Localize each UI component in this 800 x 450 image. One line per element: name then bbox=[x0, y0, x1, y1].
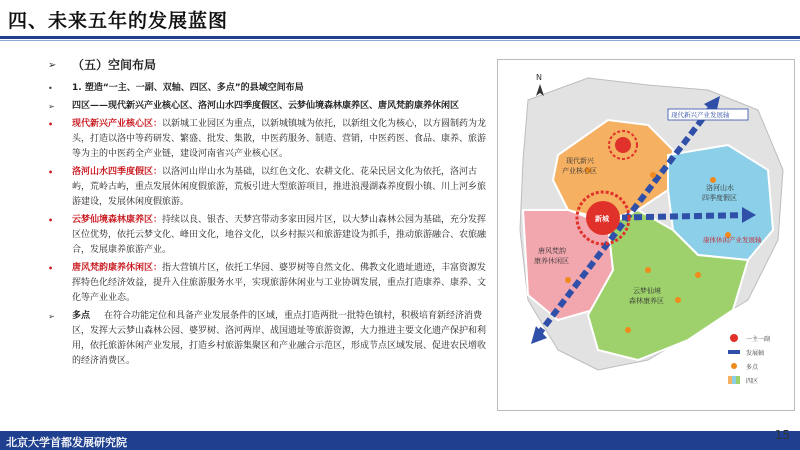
page-number: 15 bbox=[774, 428, 790, 442]
points-description: 在符合功能定位和具备产业发展条件的区域，重点打造两批一批特色镇村，积极培育新经济消费区，发挥大云梦山森林公园、婆罗树、洛河两岸、战国遗址等旅游资源，大力推进主要文化遗产保护和利用，依托旅游休闲产业发展，打造乡村旅游集聚区和产业融合示范区，形成节点区域发展、促进农民增收的经济消费区。 bbox=[72, 311, 487, 366]
zone-item bbox=[48, 213, 493, 258]
red-dot-bullet-icon: • bbox=[48, 168, 54, 177]
points-item bbox=[48, 309, 493, 369]
red-dot-bullet-icon: • bbox=[48, 264, 54, 273]
content-area bbox=[48, 58, 493, 372]
zone-item bbox=[48, 165, 493, 210]
title-divider bbox=[0, 36, 800, 39]
legend-zone-swatch bbox=[736, 376, 740, 384]
zone-name: 云梦仙境森林康养区： bbox=[72, 215, 163, 225]
page-title: 四、未来五年的发展蓝图 bbox=[8, 10, 229, 32]
river-zone-label-line2: 四季度假区 bbox=[702, 194, 737, 202]
point-pin-icon bbox=[565, 277, 571, 283]
county-map-svg bbox=[498, 60, 796, 412]
zone-name: 唐风梵韵康养休闲区： bbox=[72, 263, 163, 273]
layout-statement: 1. 塑造“一主、一副、双轴、四区、多点”的县域空间布局 bbox=[72, 83, 304, 93]
zone-description: 以洛河山岸山水为基础，以红色文化、农耕文化、花朵民居文化为依托，洛河古屿，荒岭古屿，重点发展休闲度假旅游，荒板引进大型旅游项目，推进浪漫湖森养度假小镇、川上河乡旅游建设，发展休闲度假旅游。 bbox=[72, 167, 487, 207]
legend-point-icon bbox=[731, 363, 737, 369]
zone-description: 指大营镇片区，依托工华园、婆罗树等自然文化、佛教文化遗址遗迹，丰富资源发挥特色化经济效益，提升入住旅游服务水平，实现旅游休闲业与工业协调发展，重点打造康养、康养、文化等产业业态。 bbox=[72, 263, 487, 303]
red-dot-bullet-icon: • bbox=[48, 216, 54, 225]
dot-bullet-icon: • bbox=[48, 84, 53, 93]
section-heading bbox=[48, 58, 493, 73]
legend-main-label: 一主一副 bbox=[746, 336, 771, 343]
river-zone-label-line1: 洛河山水 bbox=[706, 184, 734, 192]
point-pin-icon bbox=[645, 267, 651, 273]
zone-description: 以新城工业园区为重点，以新城镇城为依托，以新组文化为核心，以方圆制药为龙头，打造以洛中等药研发、繁盛、批发、集散，中医药服务、制造、营销，中医药医、食品、康养、旅游等为主的中医药全产业链，建设河南省兴产业核心区。 bbox=[72, 119, 487, 159]
footer-bar bbox=[0, 431, 800, 450]
north-label: N bbox=[536, 73, 542, 82]
legend-zone-swatch bbox=[732, 376, 736, 384]
right-axis-label: 康体休闲产业发展轴 bbox=[703, 236, 762, 244]
arrow-head-icon bbox=[531, 326, 547, 344]
tang-zone-label-line1: 唐风梵韵 bbox=[538, 247, 566, 255]
zone-description: 持续以良、银杏、天梦宫带动多家田园片区，以大梦山森林公园为基础，充分发挥区位优势，依托云梦文化、峰田文化，地谷文化，以乡村振兴和旅游建设为抓手，推动旅游融合、农旅融合，发展康养旅游产业。 bbox=[72, 215, 487, 255]
legend-axis-label: 发展轴 bbox=[746, 350, 765, 357]
point-pin-icon bbox=[675, 297, 681, 303]
point-pin-icon bbox=[710, 177, 716, 183]
title-divider-thin bbox=[0, 40, 800, 41]
spatial-layout-map bbox=[497, 59, 795, 411]
map-legend bbox=[728, 334, 770, 385]
organization-name: 北京大学首都发展研究院 bbox=[6, 436, 127, 449]
zone-name: 现代新兴产业核心区： bbox=[72, 119, 163, 129]
arrow-bullet-icon: ➢ bbox=[48, 60, 57, 71]
points-name: 多点 bbox=[72, 311, 91, 321]
four-zones-statement: 四区——现代新兴产业核心区、洛河山水四季度假区、云梦仙境森林康养区、唐风梵韵康养休闲区 bbox=[72, 101, 460, 111]
point-pin-icon bbox=[650, 172, 656, 178]
point-pin-icon bbox=[625, 327, 631, 333]
zone-name: 洛河山水四季度假区： bbox=[72, 167, 163, 177]
legend-center-icon bbox=[730, 334, 738, 342]
tang-zone-label-line2: 康养休闲区 bbox=[534, 257, 569, 265]
north-arrow-icon bbox=[536, 84, 544, 96]
core-zone-label-line1: 现代新兴 bbox=[566, 157, 594, 165]
arrow-bullet-icon: ➢ bbox=[48, 102, 55, 111]
forest-zone-label-line1: 云梦仙境 bbox=[633, 287, 661, 295]
list-item bbox=[48, 81, 493, 96]
legend-point-label: 多点 bbox=[746, 364, 759, 371]
zone-item bbox=[48, 117, 493, 162]
main-center-label: 新城 bbox=[595, 215, 609, 223]
legend-zone-swatch bbox=[728, 376, 732, 384]
core-zone-label-line2: 产业核心区 bbox=[562, 167, 597, 175]
arrow-bullet-icon: ➢ bbox=[48, 312, 55, 321]
red-dot-bullet-icon: • bbox=[48, 120, 54, 129]
sub-center-marker bbox=[615, 137, 631, 153]
section-title: （五）空间布局 bbox=[72, 58, 157, 72]
legend-axis-icon bbox=[728, 350, 740, 354]
legend-zone-label: 四区 bbox=[746, 378, 759, 385]
forest-zone-label-line2: 森林康养区 bbox=[629, 297, 664, 305]
top-axis-label: 现代新兴产业发展轴 bbox=[671, 111, 730, 119]
zone-item bbox=[48, 261, 493, 306]
point-pin-icon bbox=[695, 272, 701, 278]
list-item bbox=[48, 99, 493, 114]
